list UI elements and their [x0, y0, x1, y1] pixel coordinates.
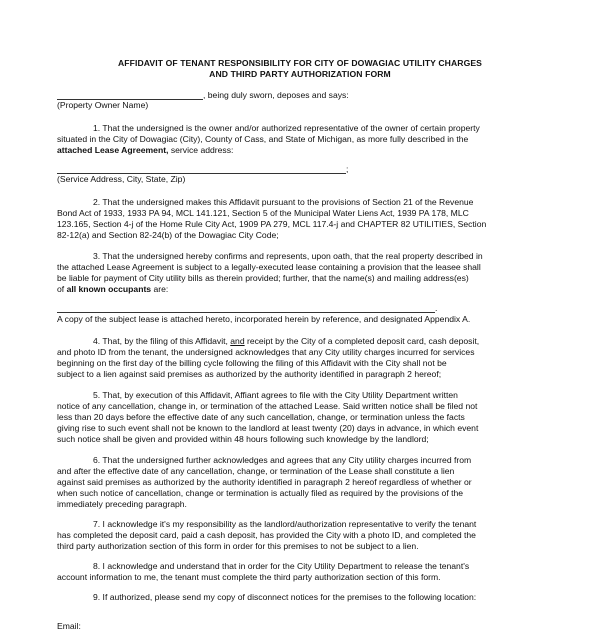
p1-line-1: 1. That the undersigned is the owner and/or authorized representative of the owner of certain property: [93, 123, 480, 133]
document-title-line-2: AND THIRD PARTY AUTHORIZATION FORM: [209, 69, 391, 79]
p5-line-4: giving rise to such event shall not be known to the landlord at least twenty (20) days in advance, in which event: [57, 423, 479, 433]
p6-line-2: and after the effective date of any cancellation, change, or termination of the Lease shall constitute a lien: [57, 466, 455, 476]
p6-line-3: against said premises as authorized by the authority identified in paragraph 2 hereof regardless of whether or: [57, 477, 472, 487]
p4-filing-text: 4. That, by the filing of this Affidavit,: [93, 336, 231, 346]
p8-line-2: account information to me, the tenant must complete the third party authorization section of this form.: [57, 572, 441, 582]
p2-line-2: Bond Act of 1933, 1933 PA 94, MCL 141.121, Section 5 of the Municipal Water Liens Act, 1939 PA 178, MLC: [57, 208, 469, 218]
p4-receipt-text: receipt by the City of a completed deposit card, cash deposit,: [244, 336, 480, 346]
p5-line-3: less than 20 days before the effective date of any such cancellation, change, or termination unless the facts: [57, 412, 465, 422]
p3-line-3: be liable for payment of City utility bills as therein provided; further, that the name(s) and mailing address(es): [57, 273, 469, 283]
p2-line-4: 82-12(a) and Section 82-24(b) of the Dowagiac City Code;: [57, 230, 279, 240]
p5-line-2: notice of any cancellation, change in, or termination of the attached Lease. Said written notice shall be filed not: [57, 401, 478, 411]
p1-service-address-text: service address:: [168, 145, 234, 155]
p7-line-1: 7. I acknowledge it's my responsibility as the landlord/authorization representative to verify the tenant: [93, 519, 477, 529]
p1-line-2: situated in the City of Dowagiac (City), County of Cass, and State of Michigan, as more fully described in the: [57, 134, 469, 144]
p3-are-text: are:: [151, 284, 169, 294]
p5-line-1: 5. That, by execution of this Affidavit, Affiant agrees to file with the City Utility Department written: [93, 390, 458, 400]
email-label: Email:: [57, 621, 81, 631]
p2-line-3: 123.165, Section 4-j of the Home Rule City Act, 1909 PA 279, MCL 117.4-j and CHAPTER 82 UTILITIES, Section: [57, 219, 487, 229]
p6-line-1: 6. That the undersigned further acknowledges and agrees that any City utility charges incurred from: [93, 455, 472, 465]
occupants-period: .: [435, 303, 438, 313]
p1-line-3: [57, 145, 547, 156]
document-title-line-1: AFFIDAVIT OF TENANT RESPONSIBILITY FOR CITY OF DOWAGIAC UTILITY CHARGES: [117, 58, 483, 68]
p4-line-1: [57, 336, 583, 347]
p2-line-1: 2. That the undersigned makes this Affidavit pursuant to the provisions of Section 21 of the Revenue: [93, 197, 474, 207]
p3-of-text: of: [57, 284, 67, 294]
p3-line-1: 3. That the undersigned hereby confirms and represents, upon oath, that the real property described in: [93, 251, 483, 261]
p6-line-5: immediately preceding paragraph.: [57, 499, 187, 509]
p4-line-4: subject to a lien against said premises as authorized by the authority identified in paragraph 2 hereof;: [57, 369, 442, 379]
p9-line-1: 9. If authorized, please send my copy of disconnect notices for the premises to the following location:: [93, 592, 477, 602]
p4-line-2: and photo ID from the tenant, the undersigned acknowledges that any City utility charges incurred for services: [57, 347, 475, 357]
sworn-statement: , being duly sworn, deposes and says:: [203, 90, 349, 100]
p6-line-4: when such notice of cancellation, change or termination is actually filed as required by the provisions of the: [57, 488, 464, 498]
p4-line-3: beginning on the first day of the billing cycle following the filing of this Affidavit with the City shall not be: [57, 358, 447, 368]
p7-line-2: has completed the deposit card, paid a cash deposit, has provided the City with a photo ID, and completed the: [57, 530, 476, 540]
occupants-field[interactable]: [57, 312, 435, 313]
p4-and-underlined: and: [230, 336, 245, 346]
p1-lease-bold: attached Lease Agreement,: [57, 145, 169, 155]
p3-line-2: the attached Lease Agreement is subject to a legally-executed lease containing a provision that the leasee shall: [57, 262, 481, 272]
p3-occupants-bold: all known occupants: [66, 284, 152, 294]
appendix-statement: A copy of the subject lease is attached hereto, incorporated herein by reference, and designated Appendix A.: [57, 314, 471, 324]
service-address-caption: (Service Address, City, State, Zip): [57, 174, 186, 184]
property-owner-caption: (Property Owner Name): [57, 100, 149, 110]
p8-line-1: 8. I acknowledge and understand that in order for the City Utility Department to release the tenant's: [93, 561, 470, 571]
p5-line-5: such notice shall be given and provided within 48 hours following such knowledge by the landlord;: [57, 434, 429, 444]
p7-line-3: third party authorization section of this form in order for this premises to not be subject to a lien.: [57, 541, 419, 551]
p3-line-4: [57, 284, 547, 295]
service-address-semicolon: ;: [346, 164, 349, 174]
